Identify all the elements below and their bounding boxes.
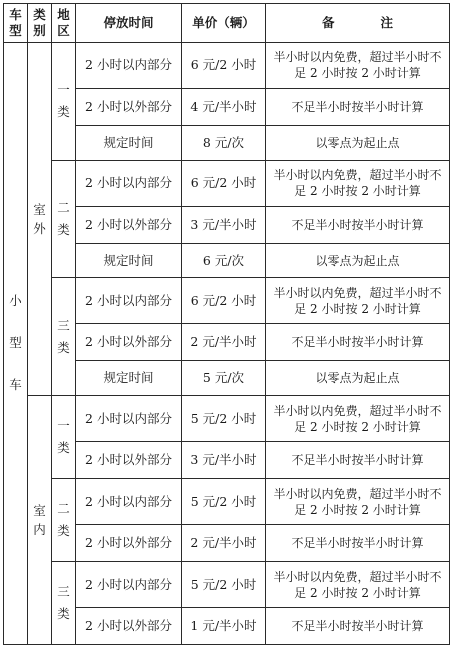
area-2-cell: 二 类: [52, 479, 76, 562]
vehicle-type-cell: 小 型 车: [4, 42, 28, 644]
category-outdoor-cell: 室 外: [28, 42, 52, 395]
remark-cell: 不足半小时按半小时计算: [266, 442, 450, 479]
remark-cell: 不足半小时按半小时计算: [266, 525, 450, 562]
remark-cell: 不足半小时按半小时计算: [266, 324, 450, 361]
table-row: [4, 396, 450, 442]
price-cell: 5 元/2 小时: [182, 479, 266, 525]
header-row: [4, 4, 450, 43]
time-beyond-2h: 2 小时以外部分: [76, 608, 182, 645]
price-cell: 2 元/半小时: [182, 324, 266, 361]
table-row: [4, 562, 450, 608]
header-unit-price: 单价（辆）: [182, 4, 266, 43]
time-within-2h: 2 小时以内部分: [76, 160, 182, 206]
price-cell: 1 元/半小时: [182, 608, 266, 645]
time-beyond-2h: 2 小时以外部分: [76, 324, 182, 361]
area-3-cell: 三 类: [52, 278, 76, 396]
time-beyond-2h: 2 小时以外部分: [76, 525, 182, 562]
parking-fee-table: [3, 3, 450, 645]
table-row: [4, 42, 450, 88]
remark-cell: 半小时以内免费，超过半小时不足 2 小时按 2 小时计算: [266, 160, 450, 206]
area-2-cell: 二 类: [52, 160, 76, 278]
remark-cell: 半小时以内免费，超过半小时不足 2 小时按 2 小时计算: [266, 396, 450, 442]
area-1-cell: 一 类: [52, 42, 76, 160]
time-within-2h: 2 小时以内部分: [76, 479, 182, 525]
category-indoor-cell: 室 内: [28, 396, 52, 645]
remark-cell: 以零点为起止点: [266, 243, 450, 278]
header-vehicle-type: 车 型: [4, 4, 28, 43]
header-parking-time: 停放时间: [76, 4, 182, 43]
header-area: 地 区: [52, 4, 76, 43]
area-3-cell: 三 类: [52, 562, 76, 645]
price-cell: 6 元/2 小时: [182, 160, 266, 206]
header-category: 类 别: [28, 4, 52, 43]
price-cell: 5 元/次: [182, 361, 266, 396]
remark-cell: 不足半小时按半小时计算: [266, 88, 450, 125]
header-remark: 备 注: [266, 4, 450, 43]
table-row: [4, 160, 450, 206]
price-cell: 6 元/次: [182, 243, 266, 278]
price-cell: 5 元/2 小时: [182, 396, 266, 442]
time-fixed: 规定时间: [76, 125, 182, 160]
remark-cell: 半小时以内免费，超过半小时不足 2 小时按 2 小时计算: [266, 562, 450, 608]
remark-cell: 半小时以内免费，超过半小时不足 2 小时按 2 小时计算: [266, 42, 450, 88]
time-within-2h: 2 小时以内部分: [76, 396, 182, 442]
time-beyond-2h: 2 小时以外部分: [76, 206, 182, 243]
remark-cell: 半小时以内免费，超过半小时不足 2 小时按 2 小时计算: [266, 278, 450, 324]
time-within-2h: 2 小时以内部分: [76, 42, 182, 88]
table-row: [4, 479, 450, 525]
price-cell: 8 元/次: [182, 125, 266, 160]
remark-cell: 不足半小时按半小时计算: [266, 608, 450, 645]
price-cell: 6 元/2 小时: [182, 278, 266, 324]
table-row: [4, 278, 450, 324]
time-within-2h: 2 小时以内部分: [76, 278, 182, 324]
price-cell: 2 元/半小时: [182, 525, 266, 562]
time-fixed: 规定时间: [76, 243, 182, 278]
price-cell: 4 元/半小时: [182, 88, 266, 125]
time-within-2h: 2 小时以内部分: [76, 562, 182, 608]
price-cell: 5 元/2 小时: [182, 562, 266, 608]
remark-cell: 以零点为起止点: [266, 125, 450, 160]
area-1-cell: 一 类: [52, 396, 76, 479]
time-beyond-2h: 2 小时以外部分: [76, 442, 182, 479]
price-cell: 3 元/半小时: [182, 206, 266, 243]
remark-cell: 半小时以内免费，超过半小时不足 2 小时按 2 小时计算: [266, 479, 450, 525]
price-cell: 3 元/半小时: [182, 442, 266, 479]
time-beyond-2h: 2 小时以外部分: [76, 88, 182, 125]
time-fixed: 规定时间: [76, 361, 182, 396]
price-cell: 6 元/2 小时: [182, 42, 266, 88]
remark-cell: 以零点为起止点: [266, 361, 450, 396]
remark-cell: 不足半小时按半小时计算: [266, 206, 450, 243]
